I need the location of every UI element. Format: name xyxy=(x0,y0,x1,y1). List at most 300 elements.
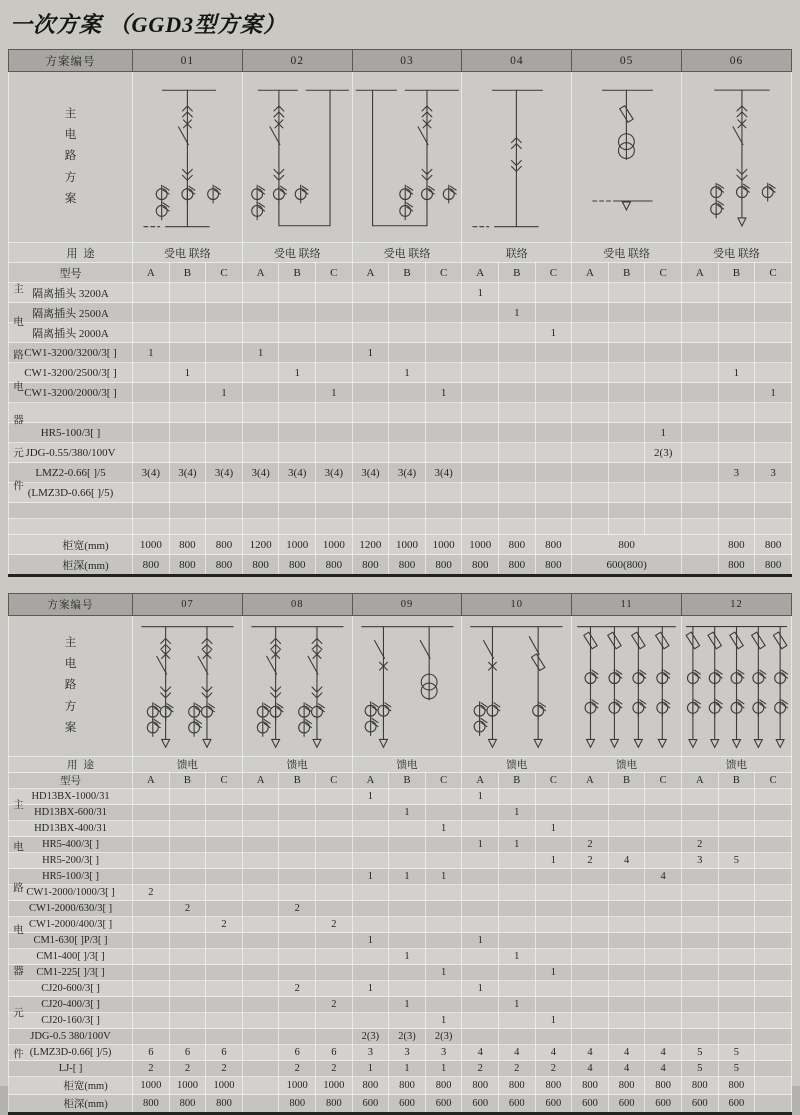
qty-cell xyxy=(682,343,719,363)
qty-cell xyxy=(169,383,206,403)
qty-cell xyxy=(608,323,645,343)
scheme-number-10: 10 xyxy=(462,594,572,616)
qty-cell xyxy=(462,1029,499,1045)
qty-cell xyxy=(133,837,170,853)
qty-cell xyxy=(462,483,499,503)
vertical-char: 路 xyxy=(13,349,24,361)
component-row xyxy=(9,423,792,443)
qty-cell xyxy=(169,965,206,981)
qty-cell xyxy=(535,997,572,1013)
subcol-11-B: B xyxy=(608,773,645,789)
qty-cell xyxy=(718,917,755,933)
spacer-cell xyxy=(352,519,389,535)
qty-cell xyxy=(206,949,243,965)
subcol-02-C: C xyxy=(316,263,353,283)
qty-cell xyxy=(133,997,170,1013)
qty-cell xyxy=(389,837,426,853)
qty-cell: 4 xyxy=(535,1045,572,1061)
dimension-cell: 800 xyxy=(206,1095,243,1114)
qty-cell xyxy=(572,383,609,403)
qty-cell: 6 xyxy=(169,1045,206,1061)
dimension-label: 柜深(mm) xyxy=(9,555,133,576)
vertical-char: 件 xyxy=(13,1049,24,1060)
qty-cell xyxy=(316,853,353,869)
qty-cell xyxy=(608,1029,645,1045)
qty-cell xyxy=(608,463,645,483)
qty-cell: 3 xyxy=(352,1045,389,1061)
qty-cell xyxy=(389,853,426,869)
qty-cell xyxy=(425,805,462,821)
qty-cell xyxy=(718,933,755,949)
qty-cell xyxy=(242,805,279,821)
qty-cell xyxy=(425,323,462,343)
qty-cell xyxy=(206,403,243,423)
component-row xyxy=(9,837,792,853)
qty-cell xyxy=(279,789,316,805)
usage-scheme-07: 馈电 xyxy=(133,757,243,773)
qty-cell xyxy=(389,821,426,837)
qty-cell xyxy=(133,443,170,463)
dimension-cell xyxy=(682,555,719,576)
component-row xyxy=(9,343,792,363)
component-row xyxy=(9,789,792,805)
qty-cell xyxy=(498,821,535,837)
qty-cell xyxy=(206,323,243,343)
subcol-08-B: B xyxy=(279,773,316,789)
qty-cell xyxy=(425,483,462,503)
qty-cell xyxy=(133,323,170,343)
qty-cell: 1 xyxy=(535,1013,572,1029)
qty-cell xyxy=(535,363,572,383)
qty-cell xyxy=(498,853,535,869)
qty-cell: 2(3) xyxy=(645,443,682,463)
dimension-cell: 600 xyxy=(389,1095,426,1114)
vertical-char: 电 xyxy=(13,316,24,328)
qty-cell xyxy=(389,1013,426,1029)
qty-cell xyxy=(498,933,535,949)
component-row xyxy=(9,981,792,997)
component-row xyxy=(9,1061,792,1077)
qty-cell xyxy=(755,443,792,463)
qty-cell xyxy=(425,403,462,423)
qty-cell xyxy=(169,403,206,423)
qty-cell xyxy=(462,949,499,965)
dimension-cell: 800 xyxy=(316,555,353,576)
subcol-12-C: C xyxy=(755,773,792,789)
qty-cell xyxy=(499,323,536,343)
component-label: HR5-100/3[ ] xyxy=(9,423,133,443)
qty-cell xyxy=(316,403,353,423)
component-label: LMZ2-0.66[ ]/5 xyxy=(9,463,133,483)
qty-cell xyxy=(206,901,243,917)
qty-cell xyxy=(169,343,206,363)
qty-cell xyxy=(572,483,609,503)
qty-cell: 4 xyxy=(645,1045,682,1061)
qty-cell xyxy=(499,283,536,303)
qty-cell xyxy=(279,933,316,949)
component-label: JDG-0.5 380/100V xyxy=(9,1029,133,1045)
qty-cell xyxy=(608,303,645,323)
dimension-cell: 800 xyxy=(499,555,536,576)
qty-cell xyxy=(499,363,536,383)
dimension-cell: 800 xyxy=(133,1095,170,1114)
qty-cell xyxy=(389,443,426,463)
single-line-diagram-03 xyxy=(353,72,462,242)
qty-cell xyxy=(352,917,389,933)
spacer-cell xyxy=(572,519,609,535)
model-row-label: 型号 xyxy=(9,773,133,789)
qty-cell xyxy=(462,805,499,821)
component-label xyxy=(9,403,133,423)
qty-cell xyxy=(425,303,462,323)
qty-cell xyxy=(498,869,535,885)
qty-cell: 1 xyxy=(535,853,572,869)
qty-cell xyxy=(316,805,353,821)
qty-cell xyxy=(462,885,499,901)
qty-cell xyxy=(169,805,206,821)
qty-cell xyxy=(718,303,755,323)
qty-cell xyxy=(389,323,426,343)
qty-cell xyxy=(572,463,609,483)
subcol-10-B: B xyxy=(498,773,535,789)
spacer-cell xyxy=(718,503,755,519)
qty-cell xyxy=(352,821,389,837)
qty-cell xyxy=(169,1013,206,1029)
qty-cell xyxy=(316,1029,353,1045)
vertical-char: 主 xyxy=(64,107,77,120)
qty-cell xyxy=(133,383,170,403)
dimension-cell: 800 xyxy=(352,1077,389,1095)
qty-cell xyxy=(133,901,170,917)
qty-cell xyxy=(242,443,279,463)
qty-cell xyxy=(133,283,170,303)
dimension-cell: 1000 xyxy=(316,535,353,555)
component-label: CW1-2000/1000/3[ ] xyxy=(9,885,133,901)
component-row xyxy=(9,1045,792,1061)
qty-cell xyxy=(755,343,792,363)
qty-cell: 1 xyxy=(279,363,316,383)
qty-cell: 2 xyxy=(681,837,718,853)
qty-cell xyxy=(425,917,462,933)
qty-cell xyxy=(645,303,682,323)
usage-scheme-10: 馈电 xyxy=(462,757,572,773)
qty-cell xyxy=(425,981,462,997)
qty-cell xyxy=(133,483,170,503)
qty-cell xyxy=(681,1013,718,1029)
spacer-cell xyxy=(462,503,499,519)
circuit-diagram-scheme-07 xyxy=(133,616,243,757)
qty-cell xyxy=(316,949,353,965)
qty-cell xyxy=(755,853,792,869)
qty-cell: 1 xyxy=(425,869,462,885)
qty-cell xyxy=(279,869,316,885)
spacer-cell xyxy=(389,519,426,535)
qty-cell xyxy=(242,885,279,901)
qty-cell xyxy=(242,965,279,981)
qty-cell xyxy=(169,885,206,901)
qty-cell xyxy=(206,933,243,949)
scheme-number-01: 01 xyxy=(133,50,243,72)
usage-row-label: 用途 xyxy=(9,243,133,263)
qty-cell xyxy=(242,1013,279,1029)
scheme-number-08: 08 xyxy=(242,594,352,616)
qty-cell xyxy=(718,1013,755,1029)
qty-cell xyxy=(608,403,645,423)
dimension-label: 柜宽(mm) xyxy=(9,1077,133,1095)
qty-cell xyxy=(682,323,719,343)
component-label: HD13BX-400/31 xyxy=(9,821,133,837)
qty-cell xyxy=(279,283,316,303)
qty-cell xyxy=(755,1045,792,1061)
qty-cell xyxy=(535,933,572,949)
qty-cell xyxy=(572,917,609,933)
qty-cell xyxy=(681,869,718,885)
qty-cell xyxy=(682,423,719,443)
qty-cell xyxy=(645,463,682,483)
qty-cell xyxy=(133,917,170,933)
qty-cell xyxy=(169,821,206,837)
qty-cell xyxy=(535,343,572,363)
subcol-03-A: A xyxy=(352,263,389,283)
qty-cell xyxy=(169,981,206,997)
spacer-cell xyxy=(645,503,682,519)
qty-cell xyxy=(681,1029,718,1045)
dimension-cell: 1200 xyxy=(242,535,279,555)
dimension-cell: 1000 xyxy=(169,1077,206,1095)
subcol-09-B: B xyxy=(389,773,426,789)
qty-cell xyxy=(206,303,243,323)
qty-cell xyxy=(755,363,792,383)
qty-cell xyxy=(755,869,792,885)
qty-cell xyxy=(206,965,243,981)
qty-cell xyxy=(242,303,279,323)
qty-cell xyxy=(169,837,206,853)
qty-cell xyxy=(718,483,755,503)
qty-cell xyxy=(755,789,792,805)
qty-cell xyxy=(718,981,755,997)
qty-cell xyxy=(755,403,792,423)
dimension-cell: 800 xyxy=(389,1077,426,1095)
qty-cell xyxy=(498,917,535,933)
qty-cell: 3(4) xyxy=(242,463,279,483)
dimension-cell: 1000 xyxy=(425,535,462,555)
qty-cell xyxy=(608,343,645,363)
qty-cell: 1 xyxy=(352,1061,389,1077)
qty-cell: 2 xyxy=(572,837,609,853)
qty-cell: 5 xyxy=(681,1061,718,1077)
qty-cell xyxy=(608,869,645,885)
qty-cell xyxy=(645,933,682,949)
vertical-char: 电 xyxy=(13,924,24,936)
qty-cell xyxy=(499,403,536,423)
qty-cell xyxy=(645,343,682,363)
dimension-cell: 600(800) xyxy=(572,555,682,576)
qty-cell: 4 xyxy=(608,1045,645,1061)
subcol-04-A: A xyxy=(462,263,499,283)
subcol-04-C: C xyxy=(535,263,572,283)
qty-cell xyxy=(316,821,353,837)
qty-cell: 3(4) xyxy=(316,463,353,483)
qty-cell xyxy=(572,343,609,363)
qty-cell xyxy=(352,443,389,463)
spacer-cell xyxy=(316,503,353,519)
component-row xyxy=(9,805,792,821)
qty-cell xyxy=(535,981,572,997)
qty-cell xyxy=(242,383,279,403)
dimension-cell: 1000 xyxy=(279,1077,316,1095)
qty-cell xyxy=(645,917,682,933)
qty-cell xyxy=(279,949,316,965)
spacer-cell xyxy=(133,519,170,535)
qty-cell xyxy=(608,383,645,403)
qty-cell xyxy=(681,981,718,997)
usage-row-label: 用途 xyxy=(9,757,133,773)
qty-cell: 2 xyxy=(462,1061,499,1077)
qty-cell xyxy=(389,343,426,363)
qty-cell xyxy=(425,283,462,303)
scheme-number-11: 11 xyxy=(572,594,682,616)
dimension-cell: 800 xyxy=(535,555,572,576)
spacer-cell xyxy=(389,503,426,519)
qty-cell: 4 xyxy=(498,1045,535,1061)
qty-cell xyxy=(645,901,682,917)
qty-cell: 2 xyxy=(279,901,316,917)
qty-cell xyxy=(572,805,609,821)
qty-cell: 3(4) xyxy=(206,463,243,483)
qty-cell xyxy=(133,981,170,997)
qty-cell: 2 xyxy=(316,1061,353,1077)
qty-cell: 2 xyxy=(498,1061,535,1077)
qty-cell: 1 xyxy=(389,363,426,383)
subcol-05-B: B xyxy=(608,263,645,283)
component-row xyxy=(9,949,792,965)
qty-cell xyxy=(425,443,462,463)
circuit-diagram-scheme-02 xyxy=(242,72,352,243)
qty-cell xyxy=(498,901,535,917)
vertical-char: 电 xyxy=(64,658,77,671)
component-label: JDG-0.55/380/100V xyxy=(9,443,133,463)
qty-cell xyxy=(352,363,389,383)
component-row xyxy=(9,443,792,463)
qty-cell xyxy=(755,1061,792,1077)
qty-cell xyxy=(535,789,572,805)
page-title: 一次方案 （GGD3型方案） xyxy=(10,12,287,37)
component-row xyxy=(9,483,792,503)
qty-cell xyxy=(352,885,389,901)
qty-cell xyxy=(645,837,682,853)
qty-cell xyxy=(645,949,682,965)
subcol-09-C: C xyxy=(425,773,462,789)
qty-cell: 1 xyxy=(352,789,389,805)
qty-cell xyxy=(389,283,426,303)
qty-cell xyxy=(498,1013,535,1029)
subcol-07-C: C xyxy=(206,773,243,789)
qty-cell: 2 xyxy=(133,1061,170,1077)
dimension-cell: 800 xyxy=(535,1077,572,1095)
qty-cell xyxy=(242,997,279,1013)
qty-cell xyxy=(206,885,243,901)
dimension-cell: 600 xyxy=(718,1095,755,1114)
dimension-cell: 1000 xyxy=(133,535,170,555)
qty-cell xyxy=(608,283,645,303)
qty-cell: 6 xyxy=(133,1045,170,1061)
single-line-diagram-07 xyxy=(133,616,242,756)
qty-cell xyxy=(645,885,682,901)
qty-cell xyxy=(352,805,389,821)
qty-cell: 1 xyxy=(462,933,499,949)
vertical-char: 方 xyxy=(64,700,77,713)
qty-cell: 1 xyxy=(169,363,206,383)
qty-cell: 1 xyxy=(352,869,389,885)
dimension-cell: 800 xyxy=(206,555,243,576)
qty-cell: 4 xyxy=(572,1061,609,1077)
qty-cell xyxy=(535,917,572,933)
qty-cell: 1 xyxy=(755,383,792,403)
qty-cell xyxy=(535,901,572,917)
circuit-diagram-scheme-11 xyxy=(572,616,682,757)
qty-cell xyxy=(206,869,243,885)
qty-cell xyxy=(755,933,792,949)
qty-cell xyxy=(572,283,609,303)
spacer-cell xyxy=(206,519,243,535)
component-label: CW1-3200/2500/3[ ] xyxy=(9,363,133,383)
subcol-06-A: A xyxy=(682,263,719,283)
subcol-06-B: B xyxy=(718,263,755,283)
spacer-cell xyxy=(279,503,316,519)
qty-cell xyxy=(755,981,792,997)
qty-cell xyxy=(718,323,755,343)
qty-cell xyxy=(425,837,462,853)
subcol-02-B: B xyxy=(279,263,316,283)
component-row xyxy=(9,853,792,869)
spacer-cell xyxy=(425,519,462,535)
qty-cell xyxy=(755,997,792,1013)
qty-cell: 2 xyxy=(169,901,206,917)
qty-cell xyxy=(316,981,353,997)
qty-cell xyxy=(279,917,316,933)
spacer-cell xyxy=(608,503,645,519)
qty-cell xyxy=(169,303,206,323)
qty-cell xyxy=(608,917,645,933)
qty-cell xyxy=(755,303,792,323)
qty-cell xyxy=(242,981,279,997)
qty-cell xyxy=(425,343,462,363)
qty-cell xyxy=(462,403,499,423)
qty-cell xyxy=(316,363,353,383)
qty-cell: 1 xyxy=(389,997,426,1013)
qty-cell xyxy=(352,483,389,503)
qty-cell xyxy=(206,997,243,1013)
qty-cell xyxy=(718,885,755,901)
qty-cell xyxy=(242,403,279,423)
circuit-diagram-scheme-05 xyxy=(572,72,682,243)
dimension-row xyxy=(9,535,792,555)
dimension-cell: 800 xyxy=(206,535,243,555)
qty-cell xyxy=(206,853,243,869)
qty-cell xyxy=(645,323,682,343)
qty-cell xyxy=(499,443,536,463)
component-row xyxy=(9,917,792,933)
dimension-cell xyxy=(682,535,719,555)
subcol-12-B: B xyxy=(718,773,755,789)
qty-cell: 6 xyxy=(316,1045,353,1061)
dimension-cell: 600 xyxy=(352,1095,389,1114)
subcol-05-A: A xyxy=(572,263,609,283)
qty-cell xyxy=(682,403,719,423)
qty-cell: 1 xyxy=(352,981,389,997)
qty-cell xyxy=(133,423,170,443)
dimension-cell: 800 xyxy=(169,555,206,576)
